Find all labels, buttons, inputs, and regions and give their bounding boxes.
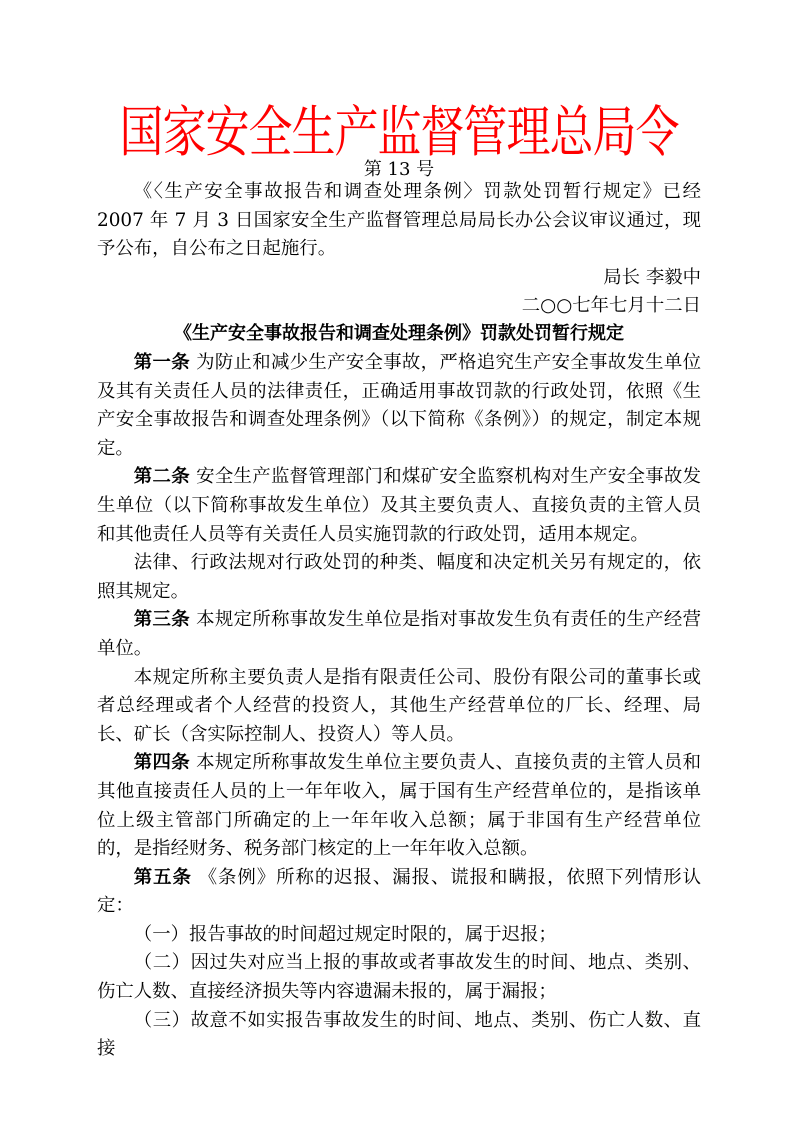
article-text: 本规定所称事故发生单位是指对事故发生负有责任的生产经营单位。 [97, 609, 701, 659]
articles [97, 349, 701, 1064]
promulgation-text: 《〈生产安全事故报告和调查处理条例〉罚款处罚暂行规定》已经 2007 年 7 月 3 日国家安全生产监督管理总局局长办公会议审议通过，现予公布，自公布之日起施行。 [97, 181, 701, 260]
article-text: 为防止和减少生产安全事故，严格追究生产安全事故发生单位及其有关责任人员的法律责任，正确适用事故罚款的行政处罚，依照《生产安全事故报告和调查处理条例》（以下简称《条例》）的规定，制定本规定。 [97, 352, 701, 459]
article-5-item-1: （一）报告事故的时间超过规定时限的，属于迟报； [133, 923, 557, 945]
masthead-title: 国家安全生产监督管理总局令 [119, 101, 679, 165]
article-2-para-2: 法律、行政法规对行政处罚的种类、幅度和决定机关另有规定的，依照其规定。 [97, 552, 701, 602]
article-label: 第五条 [133, 866, 192, 888]
article-5-item-3: （三）故意不如实报告事故发生的时间、地点、类别、伤亡人数、直接 [97, 1009, 701, 1060]
article-label: 第三条 [133, 609, 190, 631]
order-number: 第 13 号 [363, 159, 435, 180]
article-3-para-2: 本规定所称主要负责人是指有限责任公司、股份有限公司的董事长或者总经理或者个人经营的投资人，其他生产经营单位的厂长、经理、局长、矿长（含实际控制人、投资人）等人员。 [97, 666, 701, 745]
article-text: 本规定所称事故发生单位主要负责人、直接负责的主管人员和其他直接责任人员的上一年年收入，属于国有生产经营单位的，是指该单位上级主管部门所确定的上一年年收入总额；属于非国有生产经营单位的，是指经财务、税务部门核定的上一年年收入总额。 [97, 752, 701, 860]
article-5-item-2: （二）因过失对应当上报的事故或者事故发生的时间、地点、类别、伤亡人数、直接经济损失等内容遗漏未报的，属于漏报； [97, 952, 701, 1003]
article-text: 安全生产监督管理部门和煤矿安全监察机构对生产安全事故发生单位（以下简称事故发生单位）及其主要负责人、直接负责的主管人员和其他责任人员等有关责任人员实施罚款的行政处罚，适用本规定。 [97, 466, 701, 545]
regulation-title: 《生产安全事故报告和调查处理条例》罚款处罚暂行规定 [174, 323, 624, 344]
article-1 [97, 349, 701, 463]
article-5 [97, 864, 701, 921]
article-2 [97, 463, 701, 549]
article-text: 《条例》所称的迟报、漏报、谎报和瞒报，依照下列情形认定： [97, 866, 701, 917]
article-label: 第四条 [133, 752, 190, 774]
signatory: 局长 李毅中 [603, 267, 701, 288]
article-4 [97, 749, 701, 863]
promulgation-notice [97, 178, 701, 264]
issue-date: 二○○七年七月十二日 [521, 295, 701, 316]
article-label: 第二条 [133, 466, 190, 488]
article-3 [97, 606, 701, 663]
article-label: 第一条 [133, 352, 190, 373]
